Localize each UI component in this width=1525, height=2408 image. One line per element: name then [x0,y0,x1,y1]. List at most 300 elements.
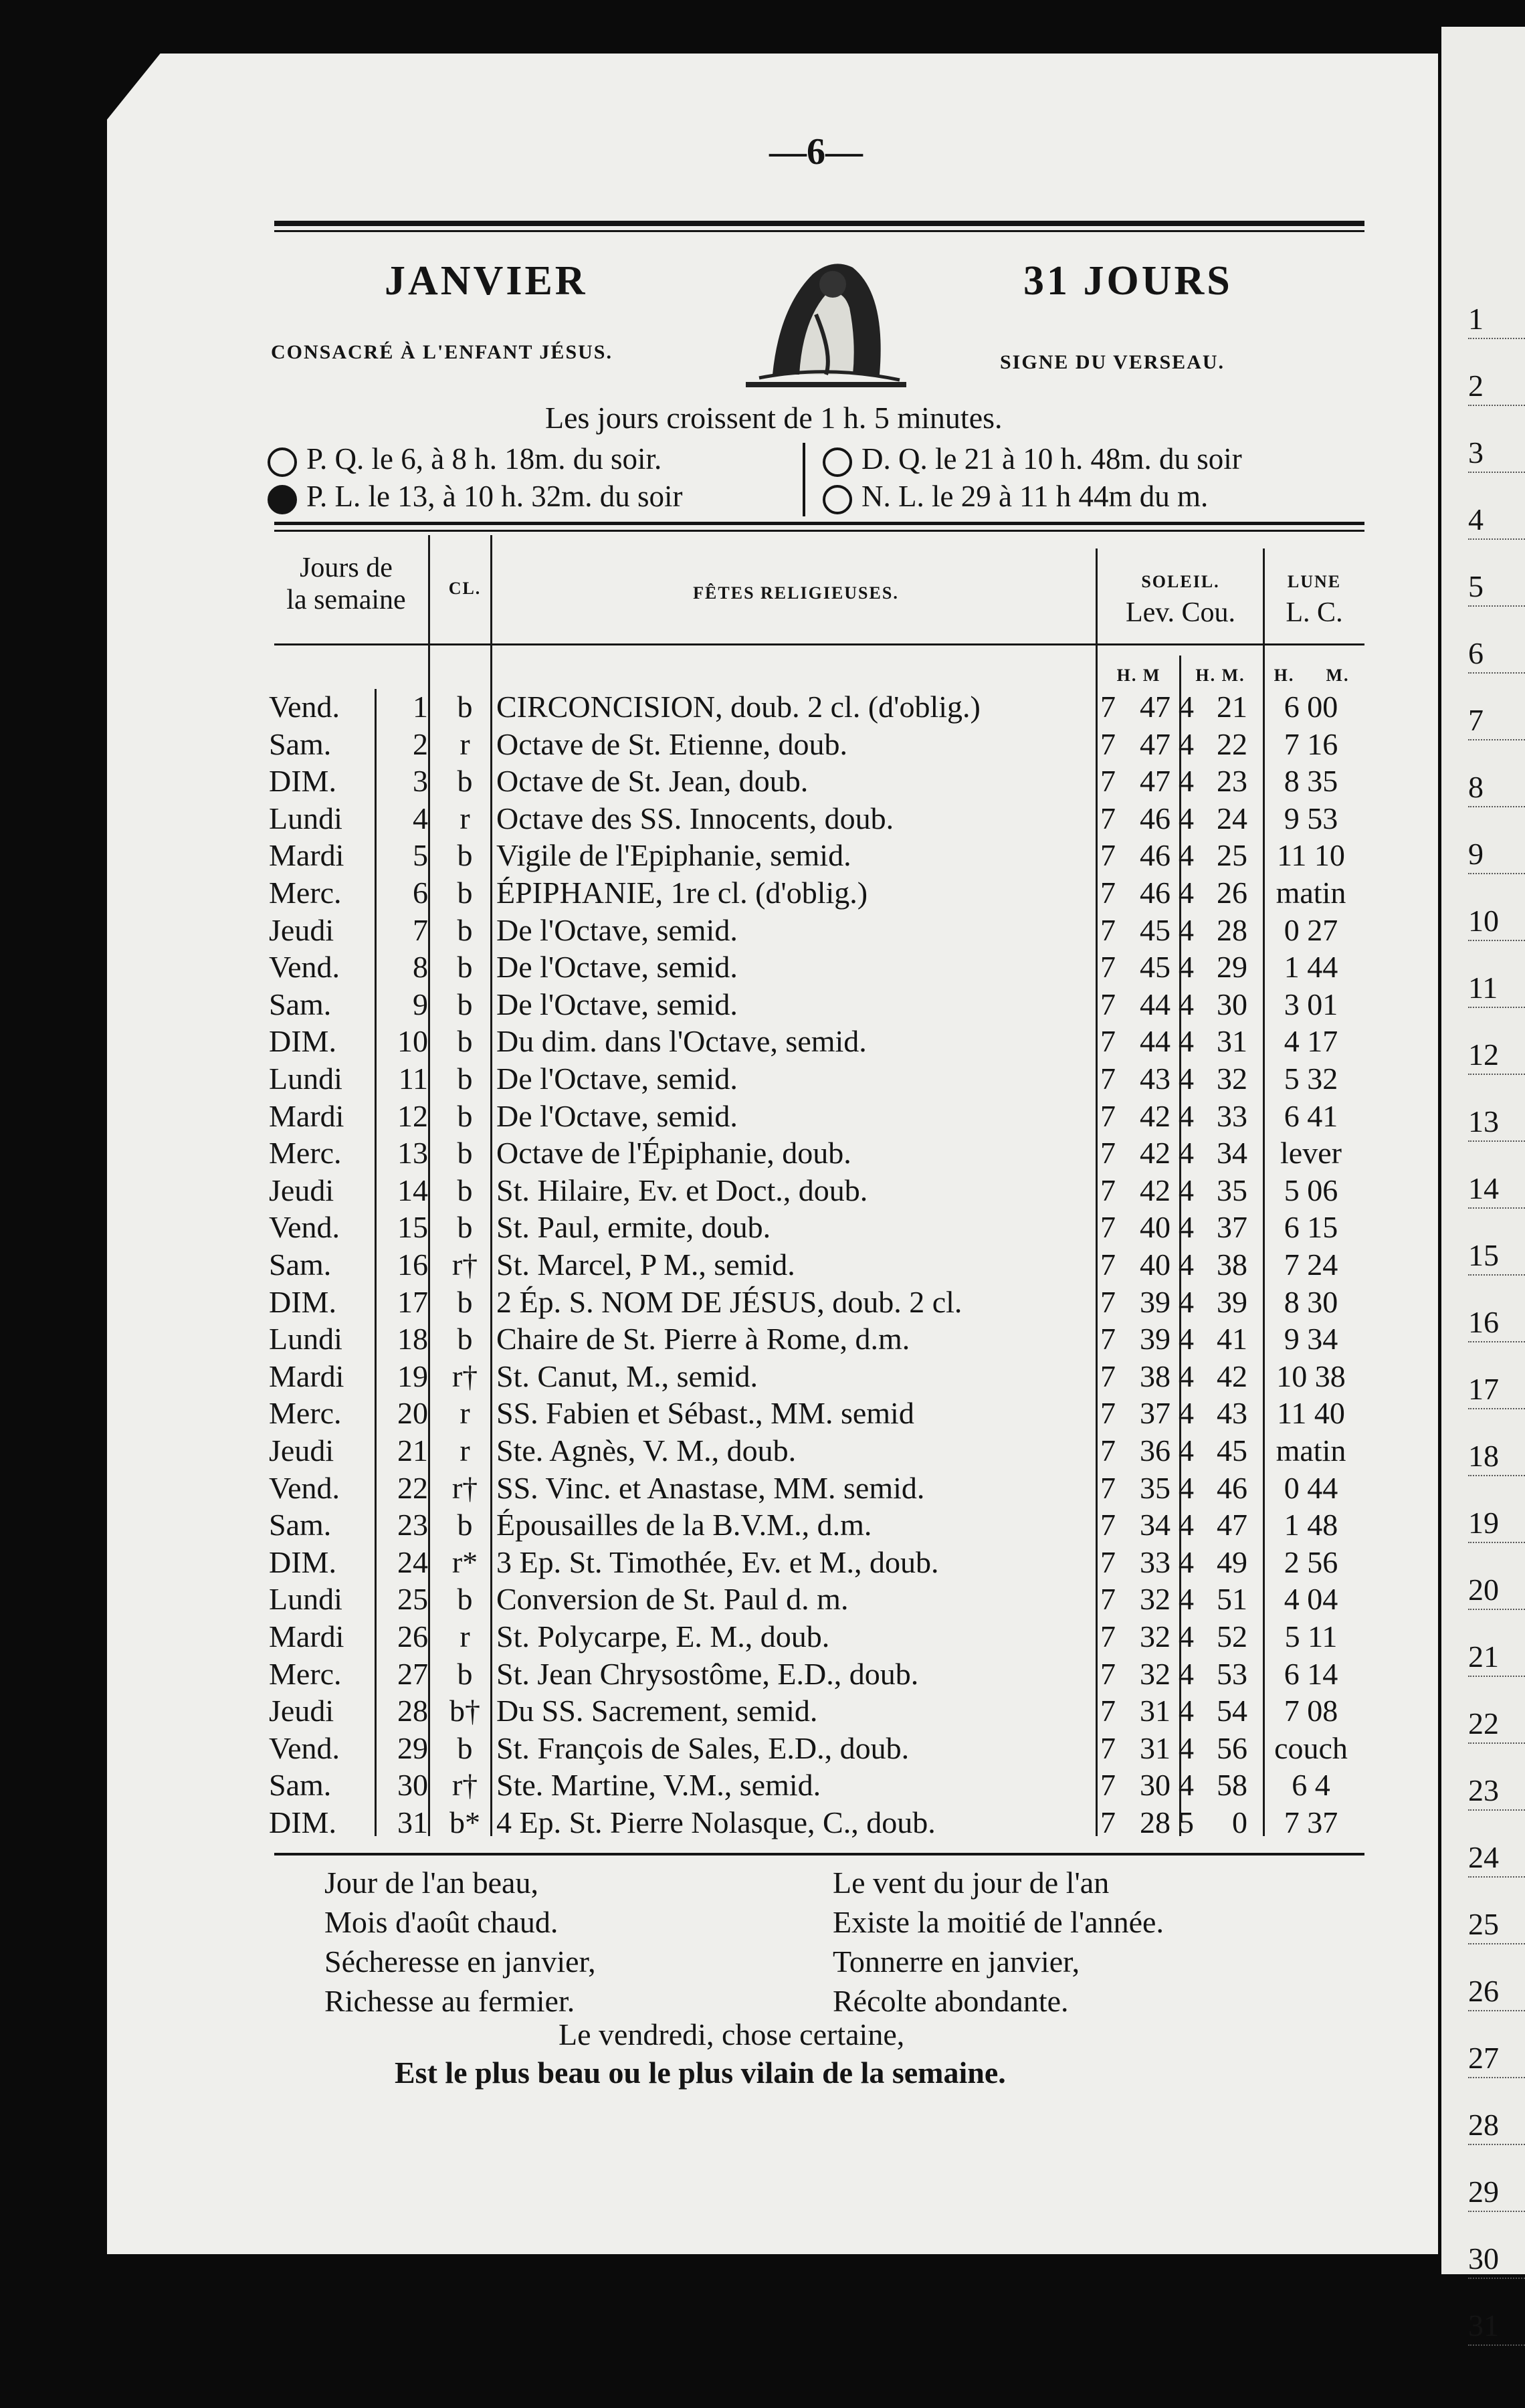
cell-cm: 34 [1217,1136,1247,1171]
cell-cm: 22 [1217,726,1247,761]
cell-ch: 4 [1179,1656,1194,1691]
cell-num: 12 [397,1098,428,1133]
cell-cl: b [457,1284,473,1319]
cell-lune: 8 30 [1284,1284,1338,1319]
cell-cl: r† [451,1470,478,1505]
cell-lune: 7 08 [1284,1694,1338,1728]
cell-cl: r [460,1619,470,1653]
cell-fete: De l'Octave, semid. [496,1098,738,1133]
header-soleil: SOLEIL. [1141,572,1220,591]
cell-cm: 39 [1217,1284,1247,1319]
adjacent-page-number: 11 [1468,970,1525,1008]
cell-ch: 4 [1179,1508,1194,1542]
cell-cm: 46 [1217,1470,1247,1505]
adjacent-page-number: 6 [1468,635,1525,674]
cell-cl: b [457,1024,473,1059]
cell-lh: 7 [1100,1247,1116,1282]
cell-lune: 4 17 [1284,1024,1338,1059]
cell-day: Merc. [269,876,342,910]
col-line-6 [375,689,377,1836]
cell-cl: r [460,1396,470,1431]
cell-num: 9 [413,987,428,1021]
cell-lm: 42 [1140,1098,1171,1133]
cell-lune: matin [1276,1433,1346,1468]
cell-num: 25 [397,1582,428,1617]
cell-lh: 7 [1100,838,1116,873]
cell-cl: b [457,1136,473,1171]
cell-cm: 30 [1217,987,1247,1021]
cell-day: Lundi [269,801,342,835]
adjacent-page-number: 23 [1468,1773,1525,1811]
adjacent-page-number: 28 [1468,2107,1525,2145]
cell-ch: 4 [1179,1396,1194,1431]
cell-num: 8 [413,950,428,985]
header-hm-cou: H. M. [1195,666,1245,685]
cell-fete: St. Canut, M., semid. [496,1359,758,1393]
adjacent-page-number: 31 [1468,2308,1525,2346]
cell-ch: 4 [1179,764,1194,799]
cell-lm: 45 [1140,950,1171,985]
cell-ch: 4 [1179,1619,1194,1653]
adjacent-page-number: 13 [1468,1104,1525,1142]
cell-num: 2 [413,726,428,761]
moon-phase-4: N. L. le 29 à 11 h 44m du m. [823,479,1208,514]
cell-num: 24 [397,1544,428,1579]
cell-num: 18 [397,1322,428,1357]
last-quarter-moon-icon [823,447,852,477]
cell-day: Lundi [269,1062,342,1096]
cell-lh: 7 [1100,1173,1116,1207]
cell-num: 14 [397,1173,428,1207]
cell-ch: 4 [1179,950,1194,985]
cell-cl: r [460,1433,470,1468]
cell-lh: 7 [1100,1656,1116,1691]
cell-cl: b [457,764,473,799]
cell-day: Sam. [269,726,332,761]
cell-lune: 7 37 [1284,1805,1338,1839]
cell-fete: 2 Ép. S. NOM DE JÉSUS, doub. 2 cl. [496,1284,962,1319]
cell-ch: 4 [1179,1173,1194,1207]
cell-lune: 6 41 [1284,1098,1338,1133]
closing-line-2: Est le plus beau ou le plus vilain de la semaine. [395,2055,1006,2090]
cell-lh: 7 [1100,1396,1116,1431]
cell-cl: b [457,838,473,873]
cell-cm: 37 [1217,1210,1247,1245]
cell-lh: 7 [1100,1619,1116,1653]
cell-lm: 44 [1140,987,1171,1021]
cell-num: 6 [413,876,428,910]
cell-cm: 33 [1217,1098,1247,1133]
cell-ch: 4 [1179,1694,1194,1728]
header-m-lune: M. [1326,666,1350,685]
cell-lh: 7 [1100,1805,1116,1839]
cell-lh: 7 [1100,1136,1116,1171]
cell-day: DIM. [269,764,336,799]
cell-cl: r† [451,1768,478,1803]
cell-lune: 9 34 [1284,1322,1338,1357]
cell-lh: 7 [1100,1433,1116,1468]
days-count: 31 JOURS [1023,258,1233,304]
cell-lune: 6 00 [1284,690,1338,724]
top-rule-thin [274,230,1364,232]
adjacent-page-number: 9 [1468,836,1525,874]
cell-day: DIM. [269,1544,336,1579]
cell-cl: b [457,987,473,1021]
cell-lm: 42 [1140,1136,1171,1171]
cell-lune: 6 14 [1284,1656,1338,1691]
cell-cl: b [457,1656,473,1691]
cell-fete: Vigile de l'Epiphanie, semid. [496,838,851,873]
adjacent-page-number: 10 [1468,903,1525,941]
cell-ch: 5 [1179,1805,1194,1839]
cell-num: 30 [397,1768,428,1803]
cell-fete: Du dim. dans l'Octave, semid. [496,1024,867,1059]
cell-cm: 23 [1217,764,1247,799]
adjacent-page-number: 1 [1468,301,1525,339]
cell-ch: 4 [1179,1730,1194,1765]
cell-day: Lundi [269,1322,342,1357]
adjacent-page-number: 24 [1468,1839,1525,1878]
cell-cm: 25 [1217,838,1247,873]
adjacent-page-number: 4 [1468,502,1525,540]
col-line-3 [1096,548,1098,1836]
cell-num: 1 [413,690,428,724]
cell-lh: 7 [1100,1694,1116,1728]
cell-day: Mardi [269,838,344,873]
cell-cl: b [457,690,473,724]
adjacent-page-number: 21 [1468,1639,1525,1677]
adjacent-page-number: 2 [1468,368,1525,406]
cell-ch: 4 [1179,801,1194,835]
cell-num: 3 [413,764,428,799]
proverbs-left: Jour de l'an beau, Mois d'août chaud. Sécheresse en janvier, Richesse au fermier. [324,1866,596,2018]
cell-lune: 8 35 [1284,764,1338,799]
days-growth-line: Les jours croissent de 1 h. 5 minutes. [545,401,1003,435]
cell-num: 22 [397,1470,428,1505]
cell-cl: r [460,801,470,835]
header-days: Jours de la semaine [286,553,406,615]
cell-lm: 47 [1140,726,1171,761]
cell-cm: 41 [1217,1322,1247,1357]
cell-lune: 11 10 [1277,838,1345,873]
cell-day: Vend. [269,690,340,724]
cell-lm: 47 [1140,764,1171,799]
header-lev-cou: Lev. Cou. [1125,597,1236,628]
cell-lh: 7 [1100,987,1116,1021]
cell-lm: 36 [1140,1433,1171,1468]
cell-fete: De l'Octave, semid. [496,1062,738,1096]
cell-day: DIM. [269,1024,336,1059]
cell-cm: 47 [1217,1508,1247,1542]
cell-cm: 26 [1217,876,1247,910]
cell-cm: 29 [1217,950,1247,985]
cell-lh: 7 [1100,690,1116,724]
adjacent-page-number: 14 [1468,1171,1525,1209]
cell-day: Sam. [269,987,332,1021]
cell-cm: 32 [1217,1062,1247,1096]
cell-num: 31 [397,1805,428,1839]
cell-num: 16 [397,1247,428,1282]
cell-lm: 46 [1140,801,1171,835]
cell-cl: r [460,726,470,761]
cell-lm: 46 [1140,876,1171,910]
cell-lune: 2 56 [1284,1544,1338,1579]
cell-lm: 42 [1140,1173,1171,1207]
cell-cm: 51 [1217,1582,1247,1617]
cell-lh: 7 [1100,1768,1116,1803]
moon-phase-3: D. Q. le 21 à 10 h. 48m. du soir [823,441,1242,477]
consecration: CONSACRÉ À L'ENFANT JÉSUS. [271,341,613,363]
cell-fete: Conversion de St. Paul d. m. [496,1582,849,1617]
cell-cl: b [457,1210,473,1245]
adjacent-page-number: 22 [1468,1706,1525,1744]
cell-day: Merc. [269,1396,342,1431]
cell-ch: 4 [1179,1582,1194,1617]
cell-ch: 4 [1179,726,1194,761]
header-h-lune: H. [1274,666,1295,685]
cell-num: 17 [397,1284,428,1319]
cell-cm: 35 [1217,1173,1247,1207]
cell-cl: r† [451,1247,478,1282]
closing-line-1: Le vendredi, chose certaine, [558,2017,905,2051]
cell-cl: b [457,912,473,947]
cell-lm: 46 [1140,838,1171,873]
cell-ch: 4 [1179,987,1194,1021]
adjacent-page-number: 5 [1468,569,1525,607]
cell-lh: 7 [1100,1508,1116,1542]
cell-day: Sam. [269,1768,332,1803]
cell-cm: 45 [1217,1433,1247,1468]
cell-cm: 54 [1217,1694,1247,1728]
cell-day: Merc. [269,1136,342,1171]
cell-cl: b [457,1730,473,1765]
cell-ch: 4 [1179,1284,1194,1319]
cell-ch: 4 [1179,1544,1194,1579]
cell-cl: b [457,950,473,985]
cell-num: 19 [397,1359,428,1393]
cell-cm: 43 [1217,1396,1247,1431]
cell-cl: b [457,1582,473,1617]
cell-fete: 4 Ep. St. Pierre Nolasque, C., doub. [496,1805,936,1839]
header-cl: CL. [448,579,482,598]
cell-day: Vend. [269,950,340,985]
cell-lh: 7 [1100,1359,1116,1393]
cell-fete: Octave de St. Etienne, doub. [496,726,848,761]
cell-lm: 28 [1140,1805,1171,1839]
cell-lm: 32 [1140,1656,1171,1691]
full-moon-icon [268,485,297,514]
cell-cm: 42 [1217,1359,1247,1393]
cell-lune: 4 04 [1284,1582,1338,1617]
cell-num: 23 [397,1508,428,1542]
cell-cm: 21 [1217,690,1247,724]
cell-lm: 30 [1140,1768,1171,1803]
cell-ch: 4 [1179,1098,1194,1133]
table-top-rule-1 [274,522,1364,525]
footer-rule [274,1853,1364,1855]
cell-fete: Chaire de St. Pierre à Rome, d.m. [496,1322,910,1357]
cell-day: Mardi [269,1359,344,1393]
cell-lune: 11 40 [1277,1396,1345,1431]
cell-num: 29 [397,1730,428,1765]
cell-cl: b [457,876,473,910]
cell-day: Merc. [269,1656,342,1691]
cell-num: 15 [397,1210,428,1245]
top-rule-thick [274,221,1364,226]
cell-fete: CIRCONCISION, doub. 2 cl. (d'oblig.) [496,690,981,724]
cell-lm: 33 [1140,1544,1171,1579]
cell-num: 20 [397,1396,428,1431]
cell-lune: 5 06 [1284,1173,1338,1207]
cell-lh: 7 [1100,801,1116,835]
cell-ch: 4 [1179,1247,1194,1282]
cell-day: Lundi [269,1582,342,1617]
cell-lm: 45 [1140,912,1171,947]
cell-lh: 7 [1100,1730,1116,1765]
cell-cl: b [457,1173,473,1207]
cell-lune: lever [1280,1136,1342,1171]
cell-cl: b* [449,1805,480,1839]
cell-ch: 4 [1179,1136,1194,1171]
col-line-1 [428,535,430,1836]
cell-lm: 39 [1140,1322,1171,1357]
cell-day: Vend. [269,1210,340,1245]
adjacent-page-number: 3 [1468,435,1525,473]
cell-cm: 28 [1217,912,1247,947]
cell-cm: 38 [1217,1247,1247,1282]
cell-lh: 7 [1100,1582,1116,1617]
cell-lune: 0 27 [1284,912,1338,947]
cell-fete: St. Paul, ermite, doub. [496,1210,771,1245]
cell-day: Jeudi [269,1694,334,1728]
header-lc: L. C. [1286,597,1343,628]
cell-day: Jeudi [269,1173,334,1207]
cell-lh: 7 [1100,1098,1116,1133]
cell-lm: 37 [1140,1396,1171,1431]
adjacent-page-number: 8 [1468,769,1525,807]
cell-fete: De l'Octave, semid. [496,950,738,985]
cell-day: Jeudi [269,912,334,947]
cell-day: Sam. [269,1247,332,1282]
cell-num: 4 [413,801,428,835]
proverbs-right: Le vent du jour de l'an Existe la moitié de l'année. Tonnerre en janvier, Récolte abondante. [833,1866,1164,2018]
cell-lune: couch [1274,1730,1348,1765]
cell-ch: 4 [1179,690,1194,724]
table-top-rule-2 [274,530,1364,532]
header-hm-lev: H. M [1116,666,1161,685]
cell-day: Mardi [269,1098,344,1133]
cell-cm: 0 [1232,1805,1247,1839]
cell-lh: 7 [1100,876,1116,910]
cell-lune: 1 48 [1284,1508,1338,1542]
cell-lune: 3 01 [1284,987,1338,1021]
adjacent-page-number: 29 [1468,2174,1525,2212]
adjacent-page-number: 25 [1468,1906,1525,1944]
cell-lh: 7 [1100,950,1116,985]
cell-lh: 7 [1100,726,1116,761]
cell-lm: 43 [1140,1062,1171,1096]
cell-num: 13 [397,1136,428,1171]
cell-lh: 7 [1100,912,1116,947]
cell-ch: 4 [1179,1210,1194,1245]
cell-fete: Octave de l'Épiphanie, doub. [496,1136,851,1171]
cell-lune: 7 16 [1284,726,1338,761]
adjacent-page-number: 27 [1468,2040,1525,2078]
cell-lh: 7 [1100,1210,1116,1245]
cell-fete: Ste. Martine, V.M., semid. [496,1768,821,1803]
cell-lh: 7 [1100,764,1116,799]
cell-cl: b† [449,1694,480,1728]
cell-fete: Épousailles de la B.V.M., d.m. [496,1508,872,1542]
adjacent-page-number: 19 [1468,1505,1525,1543]
cell-lm: 32 [1140,1582,1171,1617]
cell-day: Sam. [269,1508,332,1542]
cell-fete: SS. Fabien et Sébast., MM. semid [496,1396,914,1431]
cell-ch: 4 [1179,838,1194,873]
cell-ch: 4 [1179,912,1194,947]
header-bottom-rule [274,643,1364,645]
cell-lm: 34 [1140,1508,1171,1542]
cell-lm: 44 [1140,1024,1171,1059]
cell-cm: 56 [1217,1730,1247,1765]
cell-lune: 1 44 [1284,950,1338,985]
cell-lh: 7 [1100,1322,1116,1357]
cell-lune: 7 24 [1284,1247,1338,1282]
cell-lm: 31 [1140,1694,1171,1728]
cell-fete: Octave de St. Jean, doub. [496,764,809,799]
page-number: —6— [769,131,863,173]
cell-cl: b [457,1508,473,1542]
cell-lm: 40 [1140,1247,1171,1282]
cell-cm: 58 [1217,1768,1247,1803]
cell-day: Vend. [269,1730,340,1765]
cell-lm: 47 [1140,690,1171,724]
cell-num: 27 [397,1656,428,1691]
adjacent-page-number: 16 [1468,1304,1525,1342]
cell-lh: 7 [1100,1470,1116,1505]
cell-ch: 4 [1179,1470,1194,1505]
adjacent-page-number: 17 [1468,1371,1525,1409]
cell-cm: 24 [1217,801,1247,835]
moon-phase-1: P. Q. le 6, à 8 h. 18m. du soir. [268,441,662,477]
cell-fete: St. François de Sales, E.D., doub. [496,1730,910,1765]
cell-day: DIM. [269,1805,336,1839]
cell-cl: b [457,1098,473,1133]
cell-day: Vend. [269,1470,340,1505]
cell-cm: 53 [1217,1656,1247,1691]
cell-ch: 4 [1179,1359,1194,1393]
cell-lm: 32 [1140,1619,1171,1653]
cell-cl: b [457,1062,473,1096]
cell-lune: 6 4 [1292,1768,1330,1803]
cell-lune: matin [1276,876,1346,910]
adjacent-page-number: 20 [1468,1572,1525,1610]
cell-lm: 35 [1140,1470,1171,1505]
cell-cl: r* [451,1544,478,1579]
cell-fete: St. Hilaire, Ev. et Doct., doub. [496,1173,868,1207]
cell-lh: 7 [1100,1062,1116,1096]
cell-cl: r† [451,1359,478,1393]
cell-fete: St. Polycarpe, E. M., doub. [496,1619,830,1653]
cell-num: 28 [397,1694,428,1728]
adjacent-page-number: 30 [1468,2241,1525,2279]
cell-ch: 4 [1179,1062,1194,1096]
cell-lune: 6 15 [1284,1210,1338,1245]
cell-lune: 0 44 [1284,1470,1338,1505]
cell-num: 21 [397,1433,428,1468]
aquarius-vignette-icon [732,247,920,395]
adjacent-page-number: 15 [1468,1237,1525,1276]
